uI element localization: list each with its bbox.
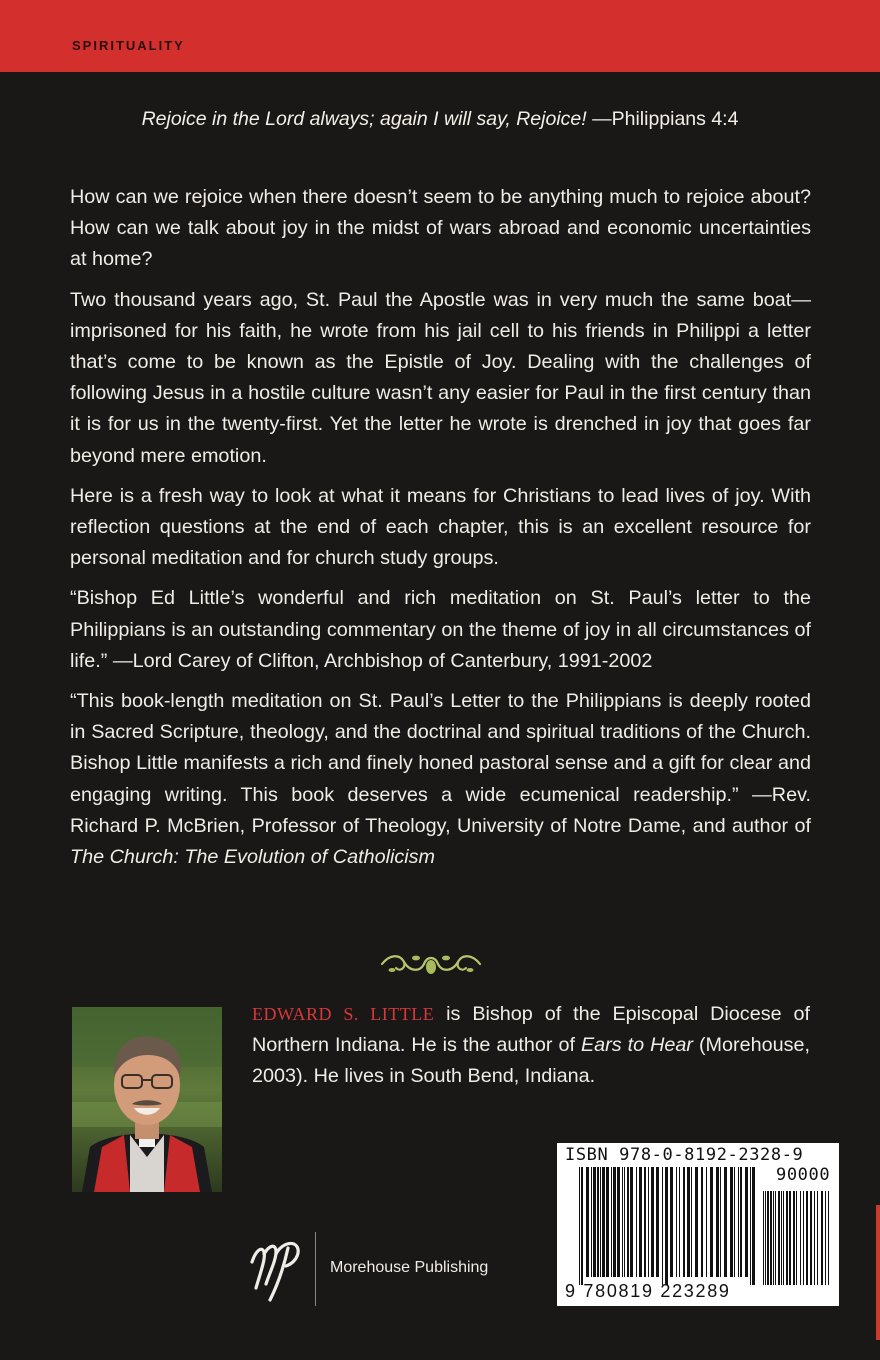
blurb-carey: “Bishop Ed Little’s wonderful and rich meditation on St. Paul’s letter to the Philippians is an outstanding commentary on the theme of joy in all circumstances of life.” —Lord Carey of Clifton, Archbishop of Canterbury, 1991-2002 <box>70 587 811 672</box>
publisher-name: Morehouse Publishing <box>330 1259 489 1276</box>
publisher-divider <box>315 1232 316 1306</box>
author-name: EDWARD S. LITTLE <box>252 1004 435 1024</box>
epigraph <box>0 108 880 131</box>
epigraph-citation: —Philippians 4:4 <box>586 108 739 130</box>
paragraph-history: Two thousand years ago, St. Paul the Apostle was in very much the same boat—imprisoned for his faith, he wrote from his jail cell to his friends in Philippi a letter that’s come to be known as the Epistle of Joy. Dealing with the challenges of following Jesus in a hostile culture wasn’t any easier for Paul in the first century than it is for us in the twenty-first. Yet the letter he wrote is drenched in joy that goes far beyond mere emotion. <box>70 288 811 467</box>
edge-mark <box>876 1205 880 1340</box>
header-bar <box>0 0 880 72</box>
author-bio <box>252 999 810 1093</box>
price-code: 90000 <box>776 1165 831 1185</box>
blurb-mcbrien <box>70 686 811 873</box>
paragraph-intro: How can we rejoice when there doesn’t seem to be anything much to rejoice about? How can we talk about joy in the midst of wars abroad and economic uncertainties at home? <box>70 186 811 271</box>
author-photo <box>72 1007 222 1192</box>
author-bio-text-end: (Morehouse, 2003). He lives in South Bend, Indiana. <box>252 1034 811 1088</box>
mp-monogram-icon <box>248 1228 308 1304</box>
epigraph-quote: Rejoice in the Lord always; again I will say, Rejoice! <box>141 108 587 130</box>
author-book-title: Ears to Hear <box>580 1034 693 1057</box>
blurb-mcbrien-book-title: The Church: The Evolution of Catholicism <box>70 846 436 869</box>
ornament-icon <box>378 948 484 980</box>
barcode-block <box>557 1143 839 1306</box>
author-bio-text: is Bishop of the Episcopal Diocese of Northern Indiana. He is the author of <box>252 1003 810 1057</box>
paragraph-summary: Here is a fresh way to look at what it means for Christians to lead lives of joy. With reflection questions at the end of each chapter, this is an excellent resource for personal meditation and for church study groups. <box>70 484 811 570</box>
blurb-mcbrien-text: “This book-length meditation on St. Paul’s Letter to the Philippians is deeply rooted in Sacred Scripture, theology, and the doctrinal and spiritual traditions of the Church. Bishop Little manifests a rich and finely honed pastoral sense and a gift for clear and engaging writing. This book deserves a wide ecumenical readership.” —Rev. Richard P. McBrien, Professor of Theology, University of Notre Dame, and author of <box>70 690 811 837</box>
isbn-label: ISBN 978-0-8192-2328-9 <box>565 1145 804 1165</box>
back-cover-description <box>70 182 811 882</box>
category-label: SPIRITUALITY <box>72 38 185 53</box>
barcode-digits: 9 780819 223289 <box>565 1281 731 1301</box>
